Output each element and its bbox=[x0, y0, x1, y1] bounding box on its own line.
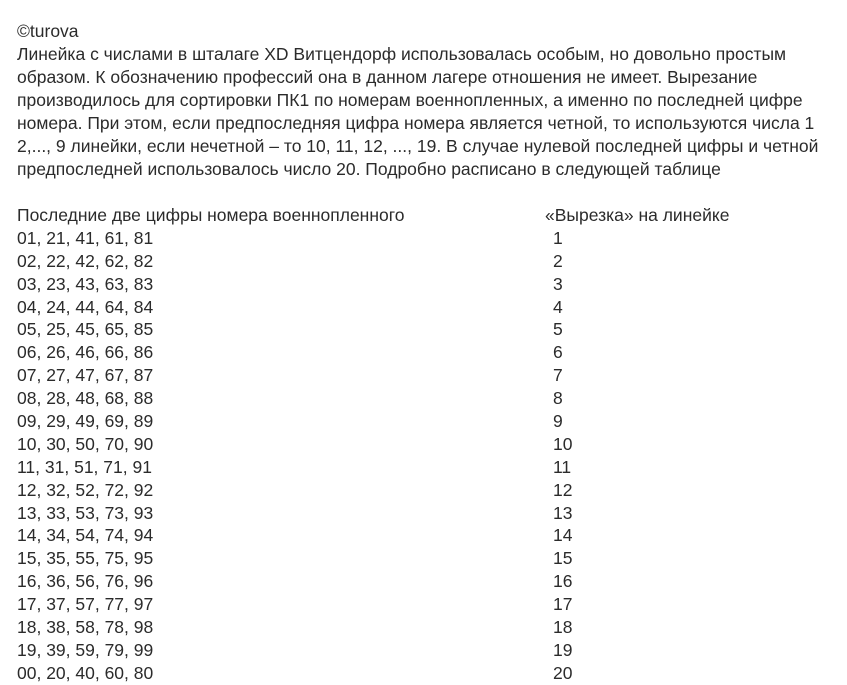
ruler-cut-number: 7 bbox=[553, 365, 563, 386]
ruler-cut-number: 16 bbox=[553, 571, 573, 592]
ruler-cut-number: 12 bbox=[553, 479, 573, 500]
prisoner-number-digits: 02, 22, 42, 62, 82 bbox=[17, 250, 154, 271]
prisoner-number-digits: 01, 21, 41, 61, 81 bbox=[17, 227, 154, 248]
ruler-cut-number: 6 bbox=[553, 342, 563, 363]
ruler-cut-number: 20 bbox=[553, 662, 573, 683]
ruler-cut-number: 15 bbox=[553, 548, 573, 569]
ruler-cut-number: 4 bbox=[553, 296, 563, 317]
table-row bbox=[17, 616, 837, 639]
prisoner-number-digits: 09, 29, 49, 69, 89 bbox=[17, 411, 154, 432]
prisoner-number-digits: 08, 28, 48, 68, 88 bbox=[17, 388, 154, 409]
prisoner-number-digits: 12, 32, 52, 72, 92 bbox=[17, 479, 154, 500]
numbers-table bbox=[17, 204, 837, 685]
ruler-cut-number: 11 bbox=[553, 456, 572, 477]
prisoner-number-digits: 07, 27, 47, 67, 87 bbox=[17, 365, 154, 386]
header-ruler-cut: «Вырезка» на линейке bbox=[545, 205, 730, 225]
intro-line: номера. При этом, если предпоследняя цифра номера является четной, то используются числа 1 bbox=[17, 112, 815, 133]
table-row bbox=[17, 456, 837, 479]
prisoner-number-digits: 18, 38, 58, 78, 98 bbox=[17, 617, 154, 638]
table-row bbox=[17, 341, 837, 364]
ruler-cut-number: 8 bbox=[553, 388, 563, 409]
table-row bbox=[17, 639, 837, 662]
prisoner-number-digits: 19, 39, 59, 79, 99 bbox=[17, 639, 154, 660]
prisoner-number-digits: 17, 37, 57, 77, 97 bbox=[17, 594, 154, 615]
ruler-cut-number: 3 bbox=[553, 273, 563, 294]
ruler-cut-number: 9 bbox=[553, 411, 563, 432]
table-row bbox=[17, 296, 837, 319]
prisoner-number-digits: 03, 23, 43, 63, 83 bbox=[17, 273, 154, 294]
intro-line: 2,..., 9 линейки, если нечетной – то 10, 11, 12, ..., 19. В случае нулевой последней цифры и четной bbox=[17, 135, 819, 156]
table-row bbox=[17, 662, 837, 685]
table-row bbox=[17, 593, 837, 616]
table-row bbox=[17, 273, 837, 296]
intro-line: предпоследней использовалось число 20. Подробно расписано в следующей таблице bbox=[17, 158, 721, 179]
prisoner-number-digits: 14, 34, 54, 74, 94 bbox=[17, 525, 154, 546]
table-row bbox=[17, 433, 837, 456]
intro-line: образом. К обозначению профессий она в данном лагере отношения не имеет. Вырезание bbox=[17, 66, 758, 87]
prisoner-number-digits: 04, 24, 44, 64, 84 bbox=[17, 296, 154, 317]
intro-line: Линейка с числами в шталаге XD Витцендорф использовалась особым, но довольно простым bbox=[17, 44, 787, 64]
table-row bbox=[17, 318, 837, 341]
ruler-cut-number: 5 bbox=[553, 319, 563, 340]
prisoner-number-digits: 06, 26, 46, 66, 86 bbox=[17, 342, 154, 363]
table-row bbox=[17, 227, 837, 250]
ruler-cut-number: 1 bbox=[553, 227, 563, 248]
prisoner-number-digits: 15, 35, 55, 75, 95 bbox=[17, 548, 154, 569]
author-signature: ©turova bbox=[17, 21, 79, 41]
table-row bbox=[17, 547, 837, 570]
prisoner-number-digits: 00, 20, 40, 60, 80 bbox=[17, 662, 154, 683]
table-row bbox=[17, 479, 837, 502]
ruler-cut-number: 17 bbox=[553, 594, 573, 615]
table-row bbox=[17, 250, 837, 273]
ruler-cut-number: 10 bbox=[553, 433, 573, 454]
table-row bbox=[17, 502, 837, 525]
ruler-cut-number: 14 bbox=[553, 525, 573, 546]
prisoner-number-digits: 16, 36, 56, 76, 96 bbox=[17, 571, 154, 592]
intro-line: производилось для сортировки ПК1 по номерам военнопленных, а именно по последней цифре bbox=[17, 89, 803, 110]
intro-paragraph bbox=[17, 43, 847, 180]
table-row bbox=[17, 524, 837, 547]
ruler-cut-number: 2 bbox=[553, 250, 563, 271]
prisoner-number-digits: 10, 30, 50, 70, 90 bbox=[17, 433, 154, 454]
table-row bbox=[17, 387, 837, 410]
ruler-cut-number: 19 bbox=[553, 639, 573, 660]
prisoner-number-digits: 05, 25, 45, 65, 85 bbox=[17, 319, 154, 340]
prisoner-number-digits: 13, 33, 53, 73, 93 bbox=[17, 502, 154, 523]
table-row bbox=[17, 364, 837, 387]
table-row bbox=[17, 570, 837, 593]
prisoner-number-digits: 11, 31, 51, 71, 91 bbox=[17, 456, 152, 477]
ruler-cut-number: 18 bbox=[553, 617, 573, 638]
table-body bbox=[17, 227, 837, 685]
header-last-two-digits: Последние две цифры номера военнопленного bbox=[17, 205, 405, 225]
table-header-row bbox=[17, 204, 837, 227]
ruler-cut-number: 13 bbox=[553, 502, 573, 523]
table-row bbox=[17, 410, 837, 433]
